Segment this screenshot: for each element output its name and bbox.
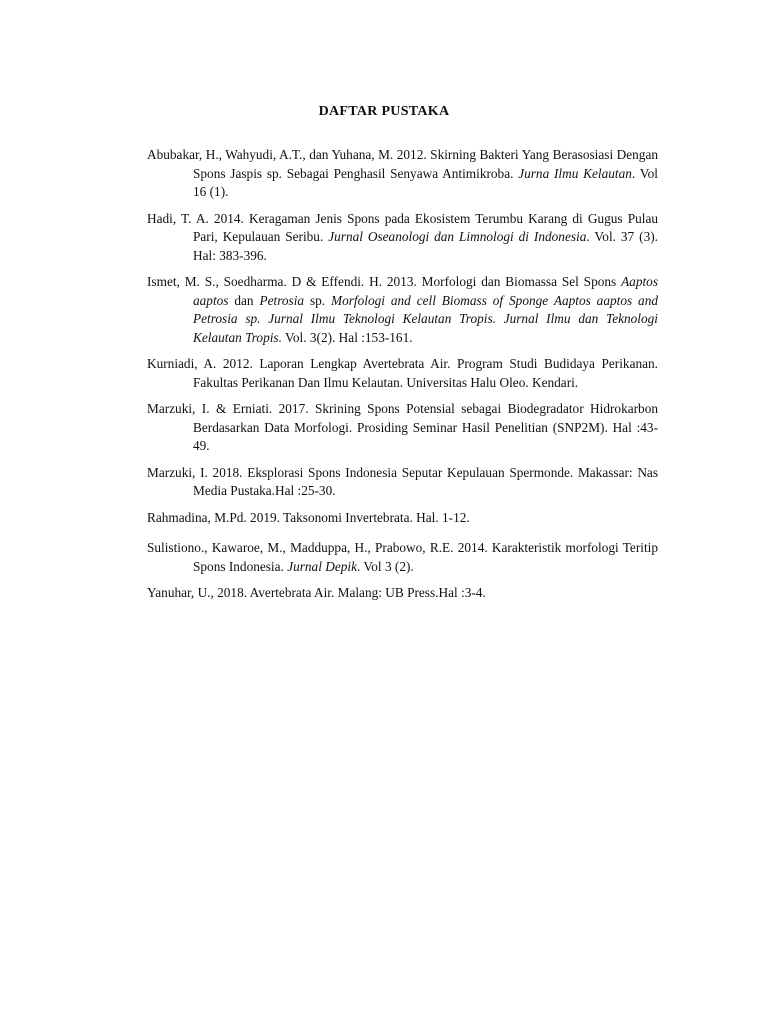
reference-italic-text: Jurna Ilmu Kelautan (518, 165, 632, 181)
reference-text: . Vol 16 (1). (193, 165, 658, 199)
reference-italic-text: Jurnal Oseanologi dan Limnologi di Indonesia (328, 229, 587, 244)
reference-list (147, 146, 658, 611)
reference-entry (147, 273, 658, 347)
reference-italic-text: Petrosia (259, 292, 305, 308)
reference-text: Yanuhar, U., 2018. Avertebrata Air. Malang: UB Press.Hal :3-4. (147, 585, 486, 600)
page-title: DAFTAR PUSTAKA (318, 104, 450, 119)
reference-text: Marzuki, I. & Erniati. 2017. Skrining Spons Potensial sebagai Biodegradator Hidrokarbon Berdasarkan Data Morfologi. Prosiding Seminar Hasil Penelitian (SNP2M). Hal :43-49. (147, 401, 658, 453)
reference-entry (147, 210, 658, 266)
reference-entry (147, 584, 658, 603)
reference-text: . Vol. 37 (3). Hal: 383-396. (193, 229, 658, 263)
reference-text: Hadi, T. A. 2014. Keragaman Jenis Spons pada Ekosistem Terumbu Karang di Gugus Pulau Pari, Kepulauan Seribu. (147, 210, 658, 244)
reference-italic-text: Aaptos aaptos (193, 274, 658, 308)
reference-italic-text: Morfologi and cell Biomass of Sponge Aaptos aaptos and Petrosia sp. Jurnal Ilmu Teknologi Kelautan Tropis. Jurnal Ilmu dan Teknologi Kelautan Tropis. (193, 292, 658, 345)
reference-text: . Vol 3 (2). (356, 558, 414, 574)
reference-entry (147, 146, 658, 202)
reference-text: Kurniadi, A. 2012. Laporan Lengkap Avertebrata Air. Program Studi Budidaya Perikanan. Fakultas Perikanan Dan Ilmu Kelautan. Universitas Halu Oleo. Kendari. (147, 356, 658, 390)
reference-text: Marzuki, I. 2018. Eksplorasi Spons Indonesia Seputar Kepulauan Spermonde. Makassar: Nas Media Pustaka.Hal :25-30. (147, 464, 658, 498)
reference-italic-text: Jurnal Depik (287, 558, 357, 574)
reference-text: Ismet, M. S., Soedharma. D & Effendi. H. 2013. Morfologi dan Biomassa Sel Spons (147, 274, 622, 289)
reference-entry (147, 400, 658, 456)
reference-entry (147, 539, 658, 576)
reference-text: dan (228, 292, 260, 308)
reference-entry (147, 509, 658, 528)
reference-text: sp. (304, 292, 332, 308)
reference-text: Sulistiono., Kawaroe, M., Madduppa, H., Prabowo, R.E. 2014. Karakteristik morfologi Teritip Spons Indonesia. (147, 540, 658, 574)
reference-text: Abubakar, H., Wahyudi, A.T., dan Yuhana, M. 2012. Skirning Bakteri Yang Berasosiasi Dengan Spons Jaspis sp. Sebagai Penghasil Senyawa Antimikroba. (147, 147, 658, 181)
reference-entry (147, 355, 658, 392)
reference-entry (147, 464, 658, 501)
reference-text: Rahmadina, M.Pd. 2019. Taksonomi Invertebrata. Hal. 1-12. (147, 509, 470, 525)
reference-text: Vol. 3(2). Hal :153-161. (281, 329, 413, 345)
